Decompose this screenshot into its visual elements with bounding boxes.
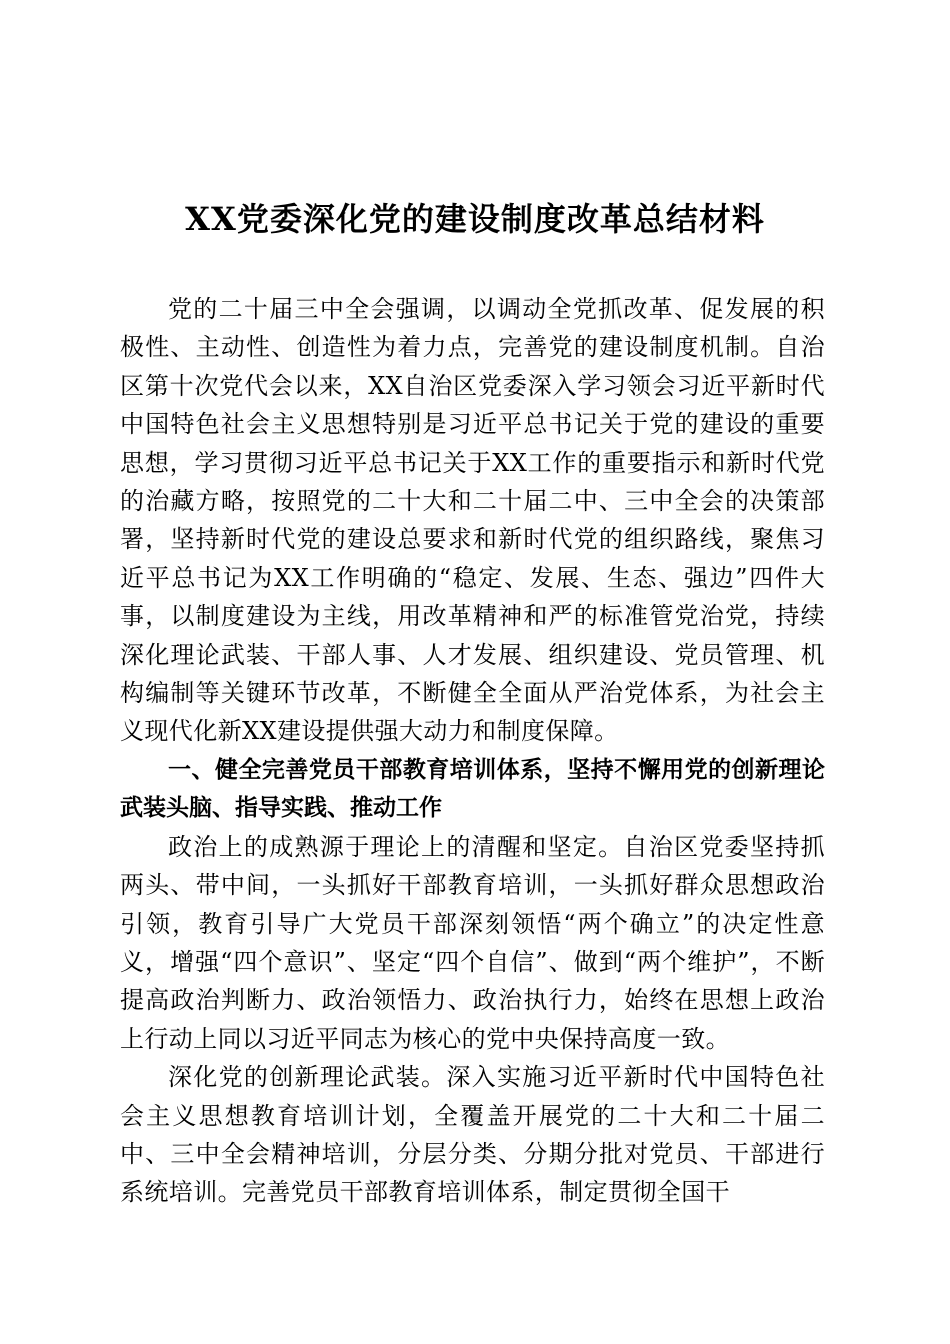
intro-paragraph: 党的二十届三中全会强调，以调动全党抓改革、促发展的积极性、主动性、创造性为着力点，完善党的建设制度机制。自治区第十次党代会以来，XX自治区党委深入学习领会习近平新时代中国特色社会主义思想特别是习近平总书记关于党的建设的重要思想，学习贯彻习近平总书记关于XX工作的重要指示和新时代党的治藏方略，按照党的二十大和二十届二中、三中全会的决策部署，坚持新时代党的建设总要求和新时代党的组织路线，聚焦习近平总书记为XX工作明确的“稳定、发展、生态、强边”四件大事，以制度建设为主线，用改革精神和严的标准管党治党，持续深化理论武装、干部人事、人才发展、组织建设、党员管理、机构编制等关键环节改革，不断健全全面从严治党体系，为社会主义现代化新XX建设提供强大动力和制度保障。 — [120, 295, 825, 746]
document-body — [120, 290, 825, 1212]
section-1-heading: 一、健全完善党员干部教育培训体系，坚持不懈用党的创新理论武装头脑、指导实践、推动工作 — [120, 756, 825, 822]
section-1-paragraph-1: 政治上的成熟源于理论上的清醒和坚定。自治区党委坚持抓两头、带中间，一头抓好干部教育培训，一头抓好群众思想政治引领，教育引导广大党员干部深刻领悟“两个确立”的决定性意义，增强“四个意识”、坚定“四个自信”、做到“两个维护”，不断提高政治判断力、政治领悟力、政治执行力，始终在思想上政治上行动上同以习近平同志为核心的党中央保持高度一致。 — [120, 832, 825, 1053]
document-title: XX党委深化党的建设制度改革总结材料 — [185, 200, 765, 238]
section-1-paragraph-2: 深化党的创新理论武装。深入实施习近平新时代中国特色社会主义思想教育培训计划，全覆盖开展党的二十大和二十届二中、三中全会精神培训，分层分类、分期分批对党员、干部进行系统培训。完善党员干部教育培训体系，制定贯彻全国干 — [120, 1063, 825, 1207]
